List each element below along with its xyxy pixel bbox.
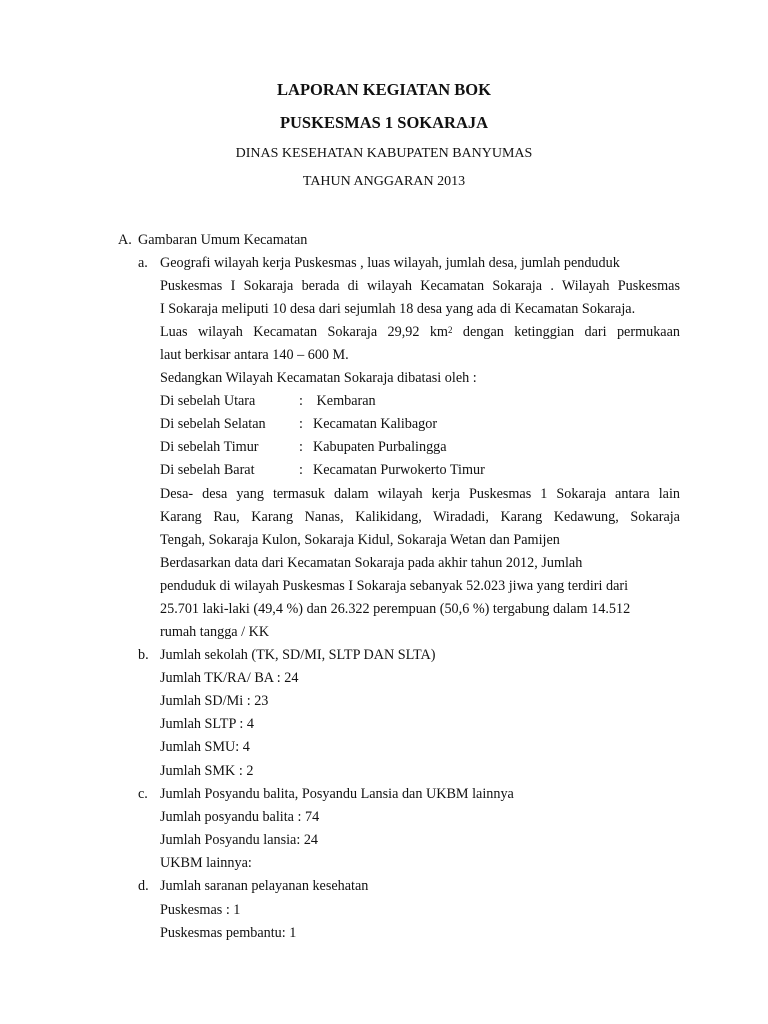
border-value: Kecamatan Kalibagor [313, 416, 438, 432]
item-a-line-2: Puskesmas I Sokaraja berada di wilayah Kecamatan Sokaraja . Wilayah Puskesmas [160, 278, 680, 294]
border-colon: : [299, 462, 303, 478]
penduduk-line-2: penduduk di wilayah Puskesmas I Sokaraja sebanyak 52.023 jiwa yang terdiri dari [160, 578, 629, 594]
ukbm-line: UKBM lainnya: [160, 855, 252, 871]
facility-count: Puskesmas : 1 [160, 902, 241, 918]
item-a-line-3: I Sokaraja meliputi 10 desa dari sejumlah 18 desa yang ada di Kecamatan Sokaraja. [160, 301, 636, 317]
border-colon: : [299, 416, 303, 432]
school-count: Jumlah TK/RA/ BA : 24 [160, 670, 299, 686]
border-colon: : [299, 439, 303, 455]
border-value: Kecamatan Purwokerto Timur [313, 462, 485, 478]
penduduk-line-3: 25.701 laki-laki (49,4 %) dan 26.322 perempuan (50,6 %) tergabung dalam 14.512 [160, 601, 631, 617]
desa-line-1: Desa- desa yang termasuk dalam wilayah kerja Puskesmas 1 Sokaraja antara lain [160, 486, 680, 502]
item-a-line-5: laut berkisar antara 140 – 600 M. [160, 347, 349, 363]
border-dir: Di sebelah Selatan [160, 416, 266, 432]
item-d-title: Jumlah saranan pelayanan kesehatan [160, 878, 369, 894]
school-count: Jumlah SMK : 2 [160, 763, 254, 779]
border-dir: Di sebelah Utara [160, 393, 256, 409]
school-count: Jumlah SLTP : 4 [160, 716, 254, 732]
item-a-luas-line [160, 323, 680, 341]
border-value: Kabupaten Purbalingga [313, 439, 447, 455]
border-dir: Di sebelah Timur [160, 439, 259, 455]
facility-count: Puskesmas pembantu: 1 [160, 925, 297, 941]
penduduk-line-1: Berdasarkan data dari Kecamatan Sokaraja pada akhir tahun 2012, Jumlah [160, 555, 583, 571]
item-b-marker: b. [138, 647, 149, 663]
report-subtitle: PUSKESMAS 1 SOKARAJA [279, 113, 489, 132]
school-count: Jumlah SMU: 4 [160, 739, 250, 755]
report-agency: DINAS KESEHATAN KABUPATEN BANYUMAS [235, 146, 533, 161]
report-year: TAHUN ANGGARAN 2013 [302, 174, 466, 189]
luas-rest: dengan ketinggian dari permukaan [452, 324, 680, 340]
border-value: Kembaran [313, 393, 376, 409]
posyandu-count: Jumlah posyandu balita : 74 [160, 809, 320, 825]
item-c-marker: c. [138, 786, 148, 802]
penduduk-line-4: rumah tangga / KK [160, 624, 270, 640]
school-count: Jumlah SD/Mi : 23 [160, 693, 269, 709]
border-dir: Di sebelah Barat [160, 462, 255, 478]
item-b-title: Jumlah sekolah (TK, SD/MI, SLTP DAN SLTA) [160, 647, 436, 663]
item-c-title: Jumlah Posyandu balita, Posyandu Lansia dan UKBM lainnya [160, 786, 514, 802]
border-colon: : [299, 393, 303, 409]
batas-intro: Sedangkan Wilayah Kecamatan Sokaraja dibatasi oleh : [160, 370, 477, 386]
report-title: LAPORAN KEGIATAN BOK [277, 80, 491, 99]
luas-superscript: 2 [447, 325, 453, 335]
section-a-marker: A. [118, 232, 132, 248]
luas-text: Luas wilayah Kecamatan Sokaraja 29,92 km [160, 324, 448, 340]
item-d-marker: d. [138, 878, 149, 894]
item-a-line-1: Geografi wilayah kerja Puskesmas , luas wilayah, jumlah desa, jumlah penduduk [160, 255, 620, 271]
desa-line-3: Tengah, Sokaraja Kulon, Sokaraja Kidul, Sokaraja Wetan dan Pamijen [160, 532, 560, 548]
item-a-marker: a. [138, 255, 148, 271]
desa-line-2: Karang Rau, Karang Nanas, Kalikidang, Wiradadi, Karang Kedawung, Sokaraja [160, 509, 680, 525]
posyandu-count: Jumlah Posyandu lansia: 24 [160, 832, 319, 848]
section-a-title: Gambaran Umum Kecamatan [138, 232, 308, 248]
